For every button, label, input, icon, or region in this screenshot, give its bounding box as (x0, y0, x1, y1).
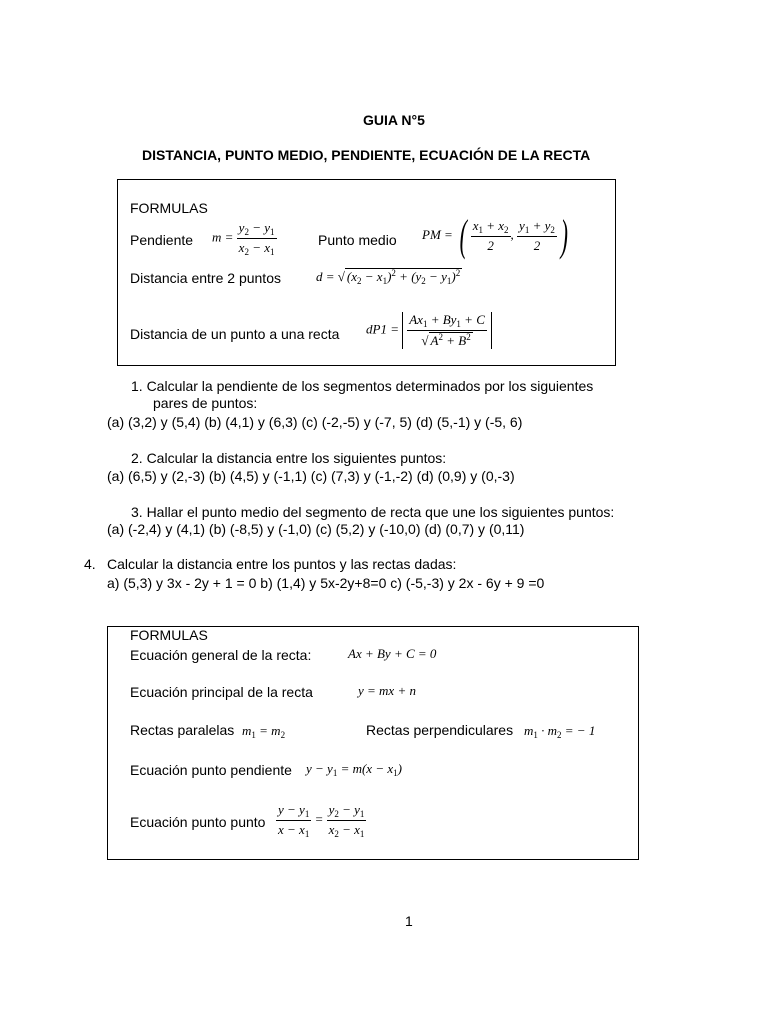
exercise-4-text: Calcular la distancia entre los puntos y las rectas dadas: (107, 556, 457, 572)
formulas-heading-2: FORMULAS (130, 627, 208, 643)
exercise-1-text-cont: pares de puntos: (153, 395, 258, 411)
exercise-3-text: 3. Hallar el punto medio del segmento de recta que une los siguientes puntos: (131, 504, 615, 520)
paralelas-formula: $m_1 = m_2$ (242, 723, 286, 740)
principal-formula: y = mx + n (358, 683, 416, 698)
perpendiculares-formula: $m_1 \cdot m_2$ = − 1 (524, 723, 596, 740)
distancia-recta-formula: dP1 = $\frac{Ax_1 + By_1 + C}{√ A^2 + B^2}$ (366, 312, 492, 349)
punto-punto-formula: $\frac{y - y_1}{x - x_1}$ = $\frac{y_2 - y_1}{x_2 - x_1}$ (278, 802, 365, 839)
exercise-1-text: 1. Calcular la pendiente de los segmentos determinados por los siguientes (131, 378, 594, 394)
exercise-4-items: a) (5,3) y 3x - 2y + 1 = 0 b) (1,4) y 5x-2y+8=0 c) (-5,-3) y 2x - 6y + 9 =0 (107, 575, 545, 591)
exercise-3-items: (a) (-2,4) y (4,1) (b) (-8,5) y (-1,0) (c) (5,2) y (-10,0) (d) (0,7) y (0,11) (107, 521, 525, 537)
exercise-2-text: 2. Calcular la distancia entre los siguientes puntos: (131, 450, 447, 466)
exercise-4-number: 4. (84, 556, 96, 572)
punto-medio-label: Punto medio (318, 232, 397, 248)
exercise-1-items: (a) (3,2) y (5,4) (b) (4,1) y (6,3) (c) (-2,-5) y (-7, 5) (d) (5,-1) y (-5, 6) (107, 414, 523, 430)
punto-punto-label: Ecuación punto punto (130, 814, 266, 830)
punto-pendiente-label: Ecuación punto pendiente (130, 762, 292, 778)
page-number: 1 (405, 913, 413, 929)
page-subtitle: DISTANCIA, PUNTO MEDIO, PENDIENTE, ECUACIÓN DE LA RECTA (142, 147, 591, 163)
distancia-formula: d = √ $(x_2 - x_1)^2 + (y_2 - y_1)^2$ (316, 268, 461, 286)
general-label: Ecuación general de la recta: (130, 647, 312, 663)
principal-label: Ecuación principal de la recta (130, 684, 313, 700)
punto-medio-formula: PM = ( $\frac{x_1 + x_2}{2}$ , $\frac{y_1 + y_2}{2}$ ) (422, 211, 568, 260)
distancia-label: Distancia entre 2 puntos (130, 270, 281, 286)
punto-pendiente-formula: $y - y_1 = m(x - x_1)$ (306, 761, 402, 778)
page-title: GUIA N°5 (363, 112, 425, 128)
paralelas-label: Rectas paralelas (130, 722, 235, 738)
formulas-heading-1: FORMULAS (130, 200, 208, 216)
pendiente-label: Pendiente (130, 232, 194, 248)
exercise-2-items: (a) (6,5) y (2,-3) (b) (4,5) y (-1,1) (c) (7,3) y (-1,-2) (d) (0,9) y (0,-3) (107, 468, 515, 484)
general-formula: Ax + By + C = 0 (348, 646, 437, 661)
pendiente-formula: m = $\frac{y_2 - y_1}{x_2 - x_1}$ (212, 220, 275, 257)
perpendiculares-label: Rectas perpendiculares (366, 722, 514, 738)
distancia-recta-label: Distancia de un punto a una recta (130, 326, 340, 342)
